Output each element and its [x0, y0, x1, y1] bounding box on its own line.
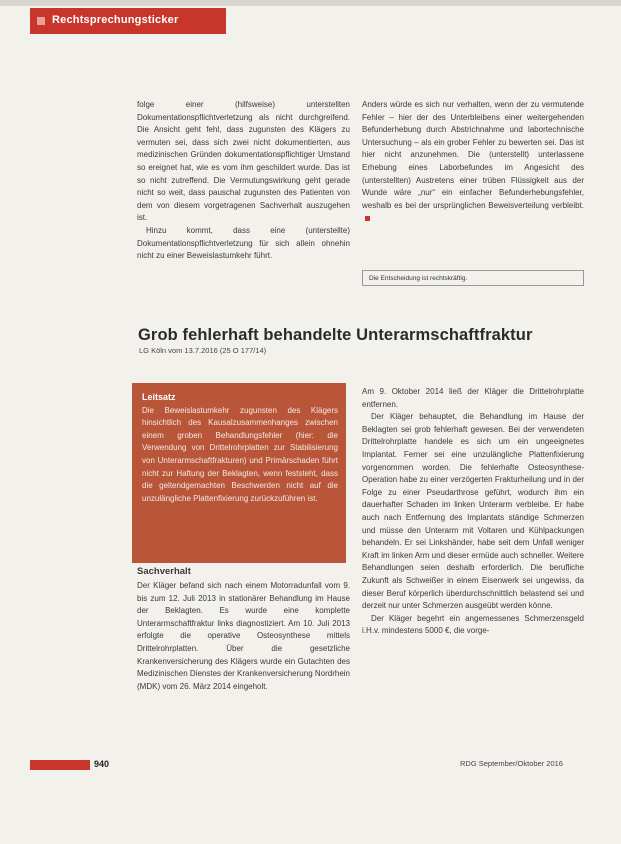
article-citation: LG Köln vom 13.7.2016 (25 O 177/14) — [139, 346, 267, 355]
end-mark-icon — [365, 216, 370, 221]
section-banner — [30, 8, 226, 34]
paragraph: folge einer (hilfsweise) unterstellten Dokumentationspflichtverletzung als nicht durchgreifend. Die Ansicht geht fehl, dass zugunsten des Klägers zu vermuten sei, dass sich zwei nicht dokumentierten, aus medizinischen Gründen dokumentationspflichtiger Umstand so ereignet hat, wie es vom ihm geschildert wurde. Das ist so nicht zutreffend. Die Vermutungswirkung geht gerade nicht so weit, dass pauschal zugunsten des Patienten von dem von diesem vorgetragenen Sachverhalt auszugehen ist. — [137, 100, 350, 223]
paragraph: Der Kläger begehrt ein angemessenes Schmerzensgeld i.H.v. mindestens 5000 €, die vorge- — [362, 613, 584, 636]
top-strip — [0, 0, 621, 6]
paragraph: Am 9. Oktober 2014 ließ der Kläger die Drittelrohrplatte entfernen. — [362, 387, 584, 409]
article-title: Grob fehlerhaft behandelte Unterarmschaftfraktur — [138, 326, 533, 344]
leitsatz-box — [132, 383, 346, 563]
sachverhalt-heading: Sachverhalt — [137, 566, 191, 577]
paragraph: Der Kläger behauptet, die Behandlung im Hause der Beklagten sei grob fehlerhaft gewesen. Bei der verwendeten Drittelrohrplatte handele es sich um ein ungeeignetes Implantat. Ferner sei eine unzulängliche Plattenfixierung vorgenommen worden. Die fehlerhafte Osteosynthese-Operation habe zu einer verzögerten Frakturheilung und in der Folge zu einer Pseudarthrose geführt, wodurch ihm ein dauerhafter Schaden im linken Unterarm verbleibe. Er habe auch nach Entfernung des Implantats ständige Schmerzen und müsse den Unterarm mit Voltaren und Kühlpackungen behandeln. Er sei Linkshänder, habe seit dem Unfall weniger Kraft im linken Arm und dieser ermüde auch schneller. Weitere Behandlungen seien deshalb erforderlich. Die berufliche Zukunft als Schweißer in einem Eisenwerk sei ungewiss, da dieser Beruf körperlich überdurchschnittlich belastend sei und derzeit nur unter Schmerzen ausgeübt werden könne. — [362, 412, 584, 611]
article-right-column — [362, 386, 584, 638]
leitsatz-text: Die Beweislastumkehr zugunsten des Klägers hinsichtlich des Kausalzusammenhanges zwischen einem groben Behandlungsfehler (hier: die Verwendung von Drittelrohrplatten zur Stabilisierung von Unterarmschaftfrakturen) und Primärschaden führt nicht zur Haftung der Beklagten, wenn feststeht, dass die geltendgemachten Beschwerden nicht auf die unzulängliche Plattenfixierung zurückzuführen ist. — [142, 405, 338, 503]
footer-bar — [30, 760, 90, 770]
ruling-note: Die Entscheidung ist rechtskräftig. — [362, 270, 584, 286]
leitsatz-heading: Leitsatz — [142, 392, 176, 402]
paragraph: Hinzu kommt, dass eine (unterstellte) Dokumentationspflichtverletzung für sich allein ohnehin nicht zu einer Beweislastumkehr führt. — [137, 225, 350, 261]
sachverhalt-text: Der Kläger befand sich nach einem Motorradunfall vom 9. bis zum 12. Juli 2013 in stationärer Behandlung im Hause der Beklagten. Es wurde eine komplette Unterarmschaftfraktur links diagnostiziert. Am 10. Juli 2013 erfolgte die operative Osteosynthese mittels Drittelrohrplatten. Über die gesetzliche Krankenversicherung des Klägers wurde ein Gutachten des Medizinischen Dienstes der Krankenversicherung Nordrhein (MDK) vom 26. März 2014 eingeholt. — [137, 581, 350, 691]
paragraph-text: Anders würde es sich nur verhalten, wenn der zu vermutende Fehler – hier der des Unterbleibens einer weitergehenden Befunderhebung durch Abstrichnahme und labortechnische Untersuchung – als ein grober Fehler zu bewerten sei. Das ist hier nicht anzunehmen. Die (unterstellt) unterlassene Erhebung eines Laborbefundes im Angesicht des (unterstellten) Austretens einer trüben Flüssigkeit aus der Wunde wäre „nur“ ein einfacher Befunderhebungsfehler, weshalb es bei der ursprünglichen Beweisverteilung verbleibt. — [362, 100, 584, 210]
previous-article-right-column — [362, 99, 584, 225]
banner-label: Rechtsprechungsticker — [52, 14, 179, 26]
previous-article-left-column — [137, 99, 350, 263]
page-number: 940 — [94, 759, 110, 769]
paragraph — [362, 99, 584, 225]
issue-label: RDG September/Oktober 2016 — [460, 759, 563, 768]
banner-square-icon — [37, 17, 45, 25]
